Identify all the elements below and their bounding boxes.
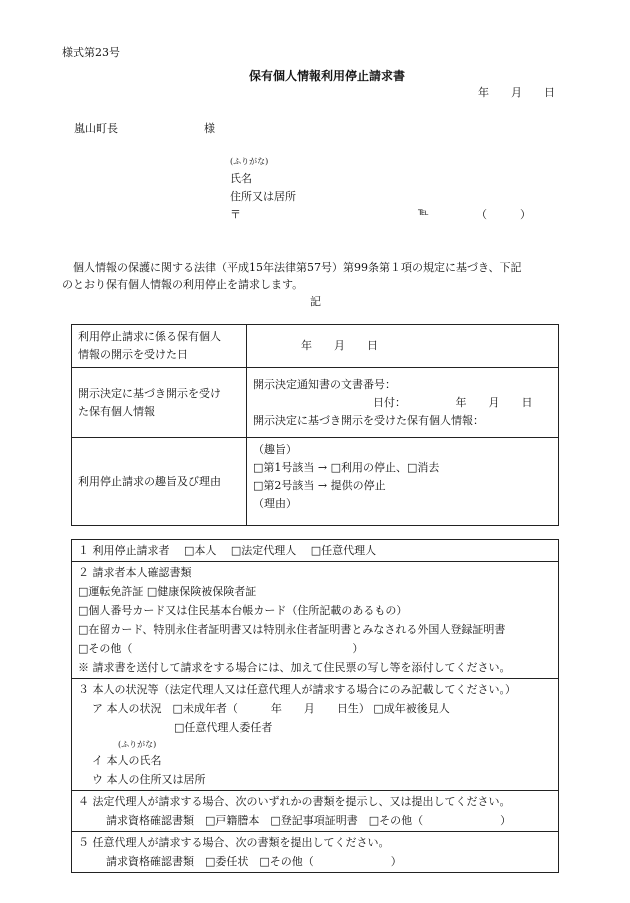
- body-text-line-2: のとおり保有個人情報の利用停止を請求します。: [62, 278, 304, 291]
- date-line: 年 月 日: [478, 86, 555, 99]
- addressee: 嵐山町長: [74, 122, 118, 135]
- requester-details-table: [71, 539, 559, 873]
- disclosed-info-label: 開示決定に基づき開示を受け た保有個人情報: [72, 368, 247, 438]
- disclosure-date-label: 利用停止請求に係る保有個人 情報の開示を受けた日: [72, 325, 247, 368]
- ki-label: 記: [310, 295, 321, 308]
- applicant-furigana-label: (ふりがな): [230, 157, 269, 166]
- applicant-address-label: 住所又は居所: [230, 190, 296, 203]
- section-1-requester[interactable]: １ 利用停止請求者 □本人 □法定代理人 □任意代理人: [72, 540, 559, 562]
- purpose-reason-field[interactable]: （趣旨） □第1号該当 → □利用の停止、□消去 □第2号該当 → 提供の停止 （理由）: [247, 438, 559, 526]
- disclosure-date-field[interactable]: 年 月 日: [247, 325, 559, 368]
- section-3-principal-status[interactable]: ３ 本人の状況等（法定代理人又は任意代理人が請求する場合にのみ記載してください。） ア 本人の状況 □未成年者（ 年 月 日生） □成年被後見人 □任意代理人委任者 (ふりがな) イ 本人の氏名 ウ 本人の住所又は居所: [72, 679, 559, 791]
- page-title: 保有個人情報利用停止請求書: [249, 69, 406, 83]
- honorific: 様: [204, 122, 215, 135]
- section-5-voluntary-agent[interactable]: ５ 任意代理人が請求する場合、次の書類を提出してください。 請求資格確認書類 □委任状 □その他（ ）: [72, 832, 559, 873]
- section-4-legal-agent[interactable]: ４ 法定代理人が請求する場合、次のいずれかの書類を提示し、又は提出してください。 請求資格確認書類 □戸籍謄本 □登記事項証明書 □その他（ ）: [72, 791, 559, 832]
- request-info-table: [71, 324, 559, 526]
- disclosed-info-field[interactable]: 開示決定通知書の文書番号： 日付： 年 月 日 開示決定に基づき開示を受けた保有個人情報：: [247, 368, 559, 438]
- form-number: 様式第23号: [62, 46, 120, 59]
- body-text-line-1: 個人情報の保護に関する法律（平成15年法律第57号）第99条第１項の規定に基づき、下記: [62, 261, 522, 274]
- postal-mark: 〒: [230, 208, 241, 221]
- tel-label: ℡: [418, 207, 429, 218]
- applicant-name-label: 氏名: [230, 172, 252, 185]
- purpose-reason-label: 利用停止請求の趣旨及び理由: [72, 438, 247, 526]
- section-2-id-documents[interactable]: ２ 請求者本人確認書類 □運転免許証 □健康保険被保険者証 □個人番号カード又は住民基本台帳カード（住所記載のあるもの） □在留カード、特別永住者証明書又は特別永住者証明書とみなされる外国人登録証明書 □その他（ ） ※ 請求書を送付して請求をする場合には、加えて住民票の写し等を添付してください。: [72, 562, 559, 679]
- tel-parens: （ ）: [476, 208, 531, 221]
